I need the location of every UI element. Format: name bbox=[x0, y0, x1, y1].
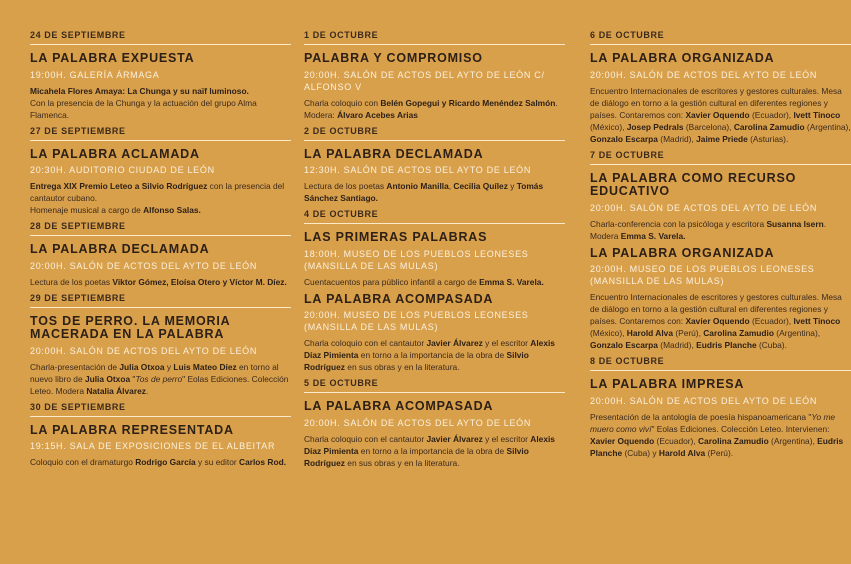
description-text: (Madrid), bbox=[657, 133, 697, 144]
event-description bbox=[304, 180, 565, 204]
participant-name: Alexis Díaz Pimienta bbox=[304, 338, 555, 360]
event-title: LA PALABRA IMPRESA bbox=[590, 377, 745, 391]
participant-name: Gonzalo Escarpa bbox=[590, 133, 658, 144]
description-text: en sus obras y en la literatura. bbox=[344, 362, 460, 372]
participant-name: Rodrigo García bbox=[135, 457, 196, 467]
description-text: en sus obras y en la literatura. bbox=[344, 457, 460, 468]
event-description bbox=[304, 433, 565, 469]
participant-name: Jaime Priede bbox=[696, 133, 748, 144]
participant-name: Josep Pedrals bbox=[626, 121, 684, 132]
event-description bbox=[30, 456, 291, 468]
description-text: (Barcelona), bbox=[683, 121, 734, 132]
event-description bbox=[30, 180, 291, 204]
event-venue: 20:00H. SALÓN DE ACTOS DEL AYTO DE LEÓN bbox=[590, 202, 818, 213]
description-text: Presentación de la antología de poesía hispanoamericana " bbox=[590, 411, 812, 422]
event-entry bbox=[304, 400, 565, 469]
date-heading: 1 DE OCTUBRE bbox=[304, 30, 565, 45]
description-text: en torno a la importancia de la obra de bbox=[358, 445, 507, 456]
event-venue: 20:00H. SALÓN DE ACTOS DEL AYTO DE LEÓN bbox=[30, 260, 258, 271]
participant-name: Julia Otxoa bbox=[119, 361, 165, 372]
event-description bbox=[30, 204, 291, 216]
date-section bbox=[30, 402, 291, 469]
event-entry bbox=[304, 52, 565, 121]
program-column-1 bbox=[30, 30, 291, 473]
description-text: (Perú), bbox=[673, 328, 704, 338]
participant-name: Xavier Oquendo bbox=[685, 316, 750, 326]
description-text: . Modera bbox=[590, 218, 827, 241]
participant-name: Harold Alva bbox=[658, 447, 706, 458]
event-title: LA PALABRA REPRESENTADA bbox=[30, 422, 234, 437]
description-text: (Madrid), bbox=[657, 340, 697, 350]
participant-name: Natalia Álvarez bbox=[86, 385, 146, 396]
event-venue: 18:00H. MUSEO DE LOS PUEBLOS LEONESES (MANSILLA DE LAS MULAS) bbox=[304, 248, 529, 271]
description-text: (México), bbox=[590, 328, 627, 338]
date-section bbox=[304, 126, 565, 205]
event-title: PALABRA Y COMPROMISO bbox=[304, 51, 483, 65]
event-venue: 20:00H. SALÓN DE ACTOS DEL AYTO DE LEÓN bbox=[590, 69, 818, 80]
participant-name: Antonio Manilla bbox=[386, 181, 449, 191]
event-title: LAS PRIMERAS PALABRAS bbox=[304, 230, 488, 244]
description-text: . Modera: bbox=[304, 97, 558, 120]
participant-name: Carlos Rod. bbox=[239, 457, 287, 467]
date-heading: 2 DE OCTUBRE bbox=[304, 126, 565, 141]
participant-name: Alexis Díaz Pimienta bbox=[304, 433, 555, 456]
date-section bbox=[590, 30, 851, 145]
description-text: Yo me muero como viví bbox=[590, 411, 836, 434]
description-text: en torno al nuevo libro de bbox=[30, 361, 279, 384]
event-description bbox=[30, 85, 291, 97]
description-text: Charla coloquio con bbox=[304, 97, 381, 108]
participant-name: Gonzalo Escarpa bbox=[590, 340, 658, 350]
description-text: (México), bbox=[590, 121, 627, 132]
event-venue: 19:15H. SALA DE EXPOSICIONES DE EL ALBEITAR bbox=[30, 441, 276, 451]
participant-name: Luis Mateo Díez bbox=[173, 361, 237, 372]
date-section bbox=[30, 30, 291, 121]
event-entry bbox=[30, 148, 291, 217]
participant-name: Susanna Isern bbox=[766, 218, 824, 229]
event-venue: 20:00H. SALÓN DE ACTOS DEL AYTO DE LEÓN bbox=[30, 345, 258, 356]
description-text: (Argentina), bbox=[804, 121, 851, 132]
date-heading: 4 DE OCTUBRE bbox=[304, 209, 565, 224]
event-description bbox=[304, 276, 565, 288]
event-description bbox=[30, 276, 291, 288]
participant-name: Carolina Zamudio bbox=[698, 435, 769, 446]
event-title: LA PALABRA ACOMPASADA bbox=[304, 291, 494, 306]
date-heading: 28 DE SEPTIEMBRE bbox=[30, 221, 291, 236]
participant-name: Tomás Sánchez Santiago. bbox=[304, 181, 544, 203]
participant-name: Entrega XIX Premio Leteo a Silvio Rodríguez bbox=[30, 181, 208, 191]
description-text: y bbox=[507, 181, 517, 191]
event-entry bbox=[30, 315, 291, 397]
date-heading: 30 DE SEPTIEMBRE bbox=[30, 402, 291, 417]
event-venue: 20:00H. MUSEO DE LOS PUEBLOS LEONESES (MANSILLA DE LAS MULAS) bbox=[304, 310, 529, 332]
event-title: LA PALABRA DECLAMADA bbox=[30, 242, 210, 256]
event-description bbox=[304, 97, 565, 121]
participant-name: Alfonso Salas. bbox=[143, 205, 201, 215]
description-text: (Asturias). bbox=[747, 133, 789, 144]
event-description bbox=[590, 411, 851, 459]
event-title: LA PALABRA ACOMPASADA bbox=[304, 399, 494, 413]
description-text: (Perú). bbox=[705, 447, 734, 458]
participant-name: Javier Álvarez bbox=[426, 338, 483, 348]
date-heading: 27 DE SEPTIEMBRE bbox=[30, 126, 291, 141]
event-title: LA PALABRA ACLAMADA bbox=[30, 146, 200, 161]
event-description bbox=[590, 218, 851, 242]
description-text: (Cuba). bbox=[756, 340, 787, 350]
event-venue: 20:00H. SALÓN DE ACTOS DEL AYTO DE LEÓN bbox=[304, 417, 532, 428]
description-text: con la presencia del cantautor cubano. bbox=[30, 181, 285, 203]
event-title: LA PALABRA COMO RECURSO EDUCATIVO bbox=[590, 170, 797, 198]
date-heading: 7 DE OCTUBRE bbox=[590, 150, 851, 165]
event-venue: 20:30H. AUDITORIO CIUDAD DE LEÓN bbox=[30, 165, 215, 175]
description-text: Encuentro Internacionales de escritores y gestores culturales. Mesa de diálogo en torno a la gestión cultural en diferentes regiones y países. Contaremos con: bbox=[590, 85, 842, 120]
description-text: " bbox=[130, 373, 136, 384]
event-description bbox=[590, 85, 851, 145]
participant-name: Eudris Planche bbox=[590, 435, 844, 458]
date-section bbox=[30, 221, 291, 288]
description-text: Charla coloquio con el cantautor bbox=[304, 338, 427, 348]
event-venue: 19:00H. GALERÍA ÁRMAGA bbox=[30, 69, 160, 80]
participant-name: Harold Alva bbox=[626, 328, 673, 338]
description-text: Encuentro Internacionales de escritores y gestores culturales. Mesa de diálogo en torno a la gestión cultural en diferentes regiones y países. Contaremos con: bbox=[590, 292, 842, 326]
event-entry bbox=[304, 148, 565, 205]
description-text: y el escritor bbox=[482, 338, 531, 348]
description-text: (Ecuador), bbox=[654, 435, 698, 446]
event-title: TOS DE PERRO. LA MEMORIA MACERADA EN LA PALABRA bbox=[30, 313, 230, 341]
event-entry bbox=[304, 231, 565, 288]
description-text: Homenaje musical a cargo de bbox=[30, 205, 144, 215]
event-description bbox=[30, 97, 291, 121]
date-section bbox=[30, 126, 291, 217]
description-text: Charla coloquio con el cantautor bbox=[304, 433, 427, 444]
date-heading: 24 DE SEPTIEMBRE bbox=[30, 30, 291, 45]
description-text: y bbox=[164, 361, 174, 372]
date-section bbox=[304, 30, 565, 121]
participant-name: Xavier Oquendo bbox=[685, 109, 750, 120]
description-text: Lectura de los poetas bbox=[304, 181, 387, 191]
description-text: Charla-conferencia con la psicóloga y escritora bbox=[590, 218, 767, 229]
date-heading: 6 DE OCTUBRE bbox=[590, 30, 851, 45]
description-text: " Eolas Ediciones. Colección Leteo. Intervienen: bbox=[651, 423, 830, 434]
description-text: en torno a la importancia de la obra de bbox=[358, 350, 507, 360]
description-text: y su editor bbox=[195, 457, 240, 467]
participant-name: Viktor Gómez, Eloísa Otero y Víctor M. Díez. bbox=[112, 276, 287, 287]
description-text: Cuentacuentos para público infantil a cargo de bbox=[304, 276, 480, 287]
description-text: Coloquio con el dramaturgo bbox=[30, 457, 136, 467]
event-venue: 20:00H. SALÓN DE ACTOS DEL AYTO DE LEÓN C/ ALFONSO V bbox=[304, 69, 545, 92]
participant-name: Julia Otxoa bbox=[84, 373, 131, 384]
description-text: y el escritor bbox=[482, 433, 531, 444]
event-entry bbox=[590, 378, 851, 459]
participant-name: Cecilia Quílez bbox=[453, 181, 508, 191]
participant-name: Belén Gopegui y Ricardo Menéndez Salmón bbox=[380, 97, 556, 108]
event-description bbox=[590, 291, 851, 351]
program-column-3 bbox=[590, 30, 851, 464]
event-venue: 12:30H. SALÓN DE ACTOS DEL AYTO DE LEÓN bbox=[304, 165, 532, 175]
description-text: (Cuba) y bbox=[622, 447, 659, 458]
event-description bbox=[30, 361, 291, 397]
participant-name: Carolina Zamudio bbox=[733, 121, 805, 132]
description-text: (Ecuador), bbox=[749, 109, 794, 120]
description-text: " Eolas Ediciones. Colección Leteo. Modera bbox=[30, 373, 289, 396]
event-entry bbox=[590, 52, 851, 145]
date-section bbox=[590, 150, 851, 352]
date-heading: 8 DE OCTUBRE bbox=[590, 356, 851, 371]
date-section bbox=[30, 293, 291, 397]
description-text: Lectura de los poetas bbox=[30, 276, 113, 287]
description-text: Tos de perro bbox=[135, 373, 183, 384]
description-text: , bbox=[448, 181, 454, 191]
event-entry bbox=[30, 243, 291, 288]
date-section bbox=[590, 356, 851, 459]
event-venue: 20:00H. SALÓN DE ACTOS DEL AYTO DE LEÓN bbox=[590, 395, 818, 406]
event-description bbox=[304, 337, 565, 373]
event-entry bbox=[30, 424, 291, 469]
description-text: (Argentina), bbox=[773, 328, 821, 338]
event-entry bbox=[304, 293, 565, 374]
date-section bbox=[304, 209, 565, 373]
event-title: LA PALABRA ORGANIZADA bbox=[590, 245, 775, 260]
description-text: Con la presencia de la Chunga y la actuación del grupo Alma Flamenca. bbox=[30, 97, 257, 120]
description-text: (Argentina), bbox=[768, 435, 818, 446]
participant-name: Ivett Tinoco bbox=[793, 109, 841, 120]
program-column-2 bbox=[304, 30, 565, 474]
event-title: LA PALABRA EXPUESTA bbox=[30, 51, 195, 65]
participant-name: Micahela Flores Amaya: La Chunga y su naïf luminoso. bbox=[30, 85, 249, 96]
event-title: LA PALABRA ORGANIZADA bbox=[590, 51, 775, 65]
participant-name: Silvio Rodríguez bbox=[304, 350, 529, 372]
participant-name: Emma S. Varela. bbox=[479, 276, 544, 287]
participant-name: Silvio Rodríguez bbox=[304, 445, 529, 468]
participant-name: Emma S. Varela. bbox=[620, 230, 686, 241]
date-heading: 29 DE SEPTIEMBRE bbox=[30, 293, 291, 308]
event-venue: 20:00H. MUSEO DE LOS PUEBLOS LEONESES (MANSILLA DE LAS MULAS) bbox=[590, 264, 815, 286]
event-entry bbox=[30, 52, 291, 121]
event-entry bbox=[590, 172, 851, 242]
participant-name: Javier Álvarez bbox=[426, 433, 483, 444]
event-entry bbox=[590, 247, 851, 352]
description-text: . bbox=[145, 385, 149, 396]
event-title: LA PALABRA DECLAMADA bbox=[304, 146, 484, 161]
date-section bbox=[304, 378, 565, 469]
date-heading: 5 DE OCTUBRE bbox=[304, 378, 565, 393]
participant-name: Ivett Tinoco bbox=[793, 316, 841, 326]
participant-name: Álvaro Acebes Arias bbox=[337, 109, 418, 120]
participant-name: Eudris Planche bbox=[696, 340, 757, 350]
participant-name: Carolina Zamudio bbox=[703, 328, 774, 338]
participant-name: Xavier Oquendo bbox=[590, 435, 655, 446]
description-text: (Ecuador), bbox=[749, 316, 794, 326]
description-text: Charla-presentación de bbox=[30, 361, 120, 372]
